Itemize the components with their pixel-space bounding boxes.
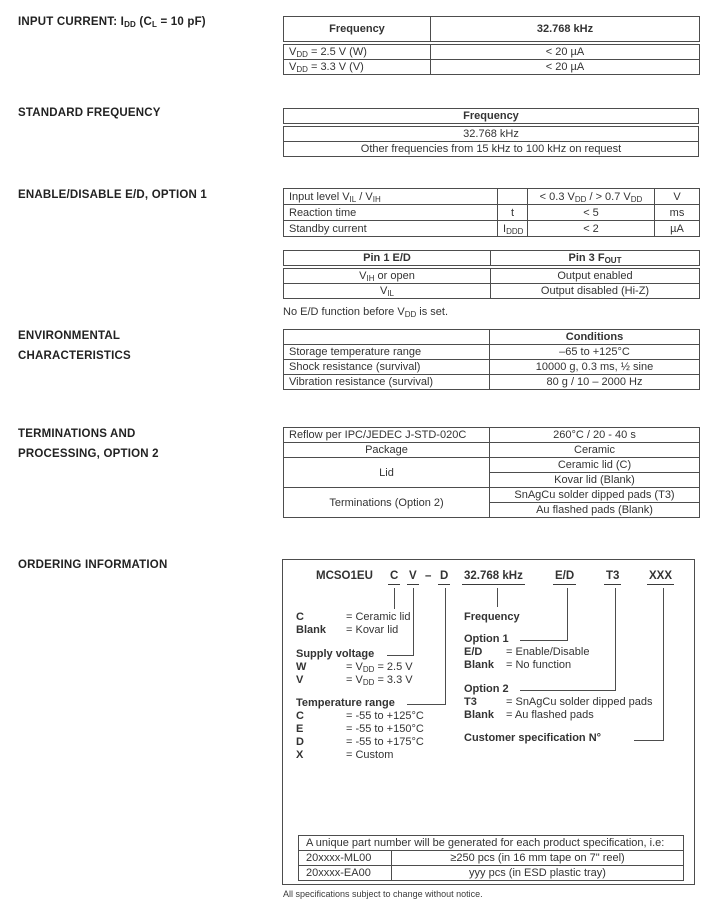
terminations-option-cell: Au flashed pads (Blank) — [490, 503, 700, 518]
value-cell: < 2 — [528, 221, 655, 237]
table-row — [284, 17, 700, 42]
heading-terminations — [18, 425, 159, 464]
legend-row — [464, 659, 589, 672]
legend-row — [296, 749, 424, 762]
part-code-cell: 20xxxx-ML00 — [299, 851, 392, 866]
heading-terminations-line2: PROCESSING, OPTION 2 — [18, 447, 159, 460]
input-current-table — [283, 16, 699, 75]
legend-value: = -55 to +125°C — [346, 710, 424, 722]
heading-input-current: INPUT CURRENT: $I_{DD}$ ($C_L = 10$ pF) — [18, 16, 206, 29]
legend-value: = $V_{DD} = 3.3$ V — [346, 674, 413, 687]
legend-row — [296, 674, 413, 687]
heading-environmental — [18, 327, 131, 366]
heading-terminations-line1: TERMINATIONS AND — [18, 428, 136, 440]
part-number-base: MCSO1EU — [316, 570, 373, 582]
table-row — [284, 375, 700, 390]
param-cell: Reflow per IPC/JEDEC J-STD-020C — [284, 428, 490, 443]
table-row — [284, 488, 700, 503]
legend-value: = Ceramic lid — [346, 611, 411, 623]
table-row — [299, 866, 684, 881]
environmental-table — [283, 329, 699, 390]
param-cell: Reaction time — [284, 205, 498, 221]
value-cell: < 0.3 $V_{DD}$ / > 0.7 $V_{DD}$ — [528, 189, 655, 205]
table-row — [284, 345, 700, 360]
legend-value: = Custom — [346, 749, 394, 761]
standard-frequency-table — [283, 108, 699, 157]
part-number-dash: – — [425, 570, 432, 582]
legend-value: = No function — [506, 659, 572, 671]
heading-standard-frequency: STANDARD FREQUENCY — [18, 107, 161, 119]
unique-part-number-table-inner — [298, 835, 684, 881]
temperature-range-legend — [296, 697, 424, 762]
legend-key: V — [296, 674, 304, 686]
ordering-information-box — [282, 559, 695, 885]
legend-row — [296, 736, 424, 749]
value-cell: < 20 µA — [431, 45, 700, 60]
legend-title: Option 2 — [464, 683, 509, 695]
symbol-cell: t — [498, 205, 528, 221]
table-row — [299, 851, 684, 866]
table-row — [284, 443, 700, 458]
legend-key: Blank — [464, 709, 494, 721]
legend-value: = -55 to +150°C — [346, 723, 424, 735]
table-row — [284, 205, 700, 221]
standard-frequency-header-table — [283, 108, 699, 124]
value-cell: 32.768 kHz — [284, 127, 699, 142]
part-number-customer-code: XXX — [647, 570, 674, 585]
value-cell: Ceramic — [490, 443, 700, 458]
heading-environmental-line1: ENVIRONMENTAL — [18, 330, 121, 342]
header-cell-pin1: Pin 1 E/D — [284, 251, 491, 266]
param-cell: Package — [284, 443, 490, 458]
customer-specification-label: Customer specification N° — [464, 732, 602, 744]
part-number-lid-code: C — [388, 570, 400, 585]
header-cell-pin3: Pin 3 $F_{OUT}$ — [491, 251, 700, 266]
value-cell: Other frequencies from 15 kHz to 100 kHz on request — [284, 142, 699, 157]
param-cell: Vibration resistance (survival) — [284, 375, 490, 390]
table-row — [284, 127, 699, 142]
output-state-cell: Output disabled (Hi-Z) — [491, 284, 700, 299]
value-cell: 260°C / 20 - 40 s — [490, 428, 700, 443]
legend-value: = Enable/Disable — [506, 646, 590, 658]
symbol-cell: $I_{DDD}$ — [498, 221, 528, 237]
connector-line-customer — [663, 588, 664, 740]
legend-row — [464, 709, 652, 722]
pin-state-cell: $V_{IL}$ — [284, 284, 491, 299]
legend-key: D — [296, 736, 304, 748]
supply-voltage-legend — [296, 648, 413, 687]
value-cell: < 5 — [528, 205, 655, 221]
terminations-label-cell: Terminations (Option 2) — [284, 488, 490, 518]
legend-row — [464, 646, 589, 659]
lid-label-cell: Lid — [284, 458, 490, 488]
part-number-temp-code: D — [438, 570, 450, 585]
legend-key: C — [296, 611, 304, 623]
legend-row — [464, 696, 652, 709]
legend-key: Blank — [296, 624, 326, 636]
table-row — [284, 251, 700, 266]
param-cell: $V_{DD} = 2.5$ V (W) — [284, 45, 431, 60]
legend-row — [296, 611, 411, 624]
legend-key: W — [296, 661, 307, 673]
legend-value: = SnAgCu solder dipped pads — [506, 696, 653, 708]
connector-line-frequency — [497, 588, 498, 607]
output-state-cell: Output enabled — [491, 269, 700, 284]
option1-legend — [464, 633, 589, 672]
table-row — [284, 284, 700, 299]
value-cell: 10000 g, 0.3 ms, ½ sine — [490, 360, 700, 375]
ed-note: No E/D function before $V_{DD}$ is set. — [283, 306, 449, 319]
unit-cell: µA — [655, 221, 700, 237]
value-cell: 80 g / 10 – 2000 Hz — [490, 375, 700, 390]
part-number-option2-code: T3 — [604, 570, 621, 585]
table-row — [284, 109, 699, 124]
unique-part-number-table — [298, 835, 683, 881]
pin-table — [283, 250, 699, 299]
quantity-cell: yyy pcs (in ESD plastic tray) — [392, 866, 684, 881]
ed-parameters-table — [283, 188, 699, 237]
table-row — [284, 458, 700, 473]
standard-frequency-body-table — [283, 126, 699, 157]
pin-state-cell: $V_{IH}$ or open — [284, 269, 491, 284]
param-cell: $V_{DD} = 3.3$ V (V) — [284, 60, 431, 75]
header-cell-frequency: Frequency — [284, 17, 431, 42]
legend-key: Blank — [464, 659, 494, 671]
connector-line-customer-h — [634, 740, 664, 741]
pin-body-table — [283, 268, 700, 299]
param-cell: Shock resistance (survival) — [284, 360, 490, 375]
param-cell: Standby current — [284, 221, 498, 237]
heading-enable-disable: ENABLE/DISABLE E/D, OPTION 1 — [18, 189, 207, 201]
value-cell: –65 to +125°C — [490, 345, 700, 360]
heading-environmental-line2: CHARACTERISTICS — [18, 349, 131, 362]
environmental-table-inner — [283, 329, 700, 390]
connector-line-voltage — [413, 588, 414, 655]
legend-key: X — [296, 749, 304, 761]
lid-legend — [296, 611, 411, 637]
table-row — [284, 189, 700, 205]
input-current-body-table — [283, 44, 700, 75]
terminations-option-cell: SnAgCu solder dipped pads (T3) — [490, 488, 700, 503]
legend-row — [296, 661, 413, 674]
legend-title: Temperature range — [296, 697, 395, 709]
unique-header-cell: A unique part number will be generated for each product specification, i.e: — [299, 836, 684, 851]
connector-line-lid — [394, 588, 395, 609]
input-current-header-table — [283, 16, 700, 42]
header-cell-frequency: Frequency — [284, 109, 699, 124]
legend-value: = $V_{DD} = 2.5$ V — [346, 661, 413, 674]
part-number-option1-code: E/D — [553, 570, 576, 585]
legend-key: C — [296, 710, 304, 722]
pin-header-table — [283, 250, 700, 266]
param-cell: Input level $V_{IL} / V_{IH}$ — [284, 189, 498, 205]
ed-parameters-table-inner — [283, 188, 700, 237]
quantity-cell: ≥250 pcs (in 16 mm tape on 7" reel) — [392, 851, 684, 866]
legend-key: E — [296, 723, 304, 735]
lid-option-cell: Ceramic lid (C) — [490, 458, 700, 473]
legend-key: E/D — [464, 646, 483, 658]
table-row — [284, 142, 699, 157]
terminations-table — [283, 427, 699, 518]
part-code-cell: 20xxxx-EA00 — [299, 866, 392, 881]
legend-value: = Kovar lid — [346, 624, 399, 636]
frequency-label: Frequency — [464, 611, 520, 623]
lid-option-cell: Kovar lid (Blank) — [490, 473, 700, 488]
table-row — [284, 269, 700, 284]
header-cell-32768: 32.768 kHz — [431, 17, 700, 42]
value-cell: < 20 µA — [431, 60, 700, 75]
unit-cell: V — [655, 189, 700, 205]
connector-line-option2 — [615, 588, 616, 690]
table-row — [284, 221, 700, 237]
terminations-table-inner — [283, 427, 700, 518]
legend-value: = Au flashed pads — [506, 709, 594, 721]
part-number-frequency: 32.768 kHz — [462, 570, 525, 585]
param-cell: Storage temperature range — [284, 345, 490, 360]
legend-value: = -55 to +175°C — [346, 736, 424, 748]
header-cell-conditions: Conditions — [490, 330, 700, 345]
table-row — [284, 360, 700, 375]
unit-cell: ms — [655, 205, 700, 221]
footer-note: All specifications subject to change without notice. — [283, 889, 483, 899]
legend-row — [296, 710, 424, 723]
empty-header-cell — [284, 330, 490, 345]
legend-title: Supply voltage — [296, 648, 375, 660]
connector-line-temp — [445, 588, 446, 704]
part-number-voltage-code: V — [407, 570, 419, 585]
heading-ordering: ORDERING INFORMATION — [18, 559, 168, 571]
table-row — [284, 428, 700, 443]
legend-row — [296, 624, 411, 637]
symbol-cell — [498, 189, 528, 205]
legend-row — [296, 723, 424, 736]
option2-legend — [464, 683, 652, 722]
table-row — [284, 330, 700, 345]
table-row — [284, 60, 700, 75]
legend-key: T3 — [464, 696, 477, 708]
table-row — [284, 45, 700, 60]
legend-title: Option 1 — [464, 633, 509, 645]
table-row — [299, 836, 684, 851]
